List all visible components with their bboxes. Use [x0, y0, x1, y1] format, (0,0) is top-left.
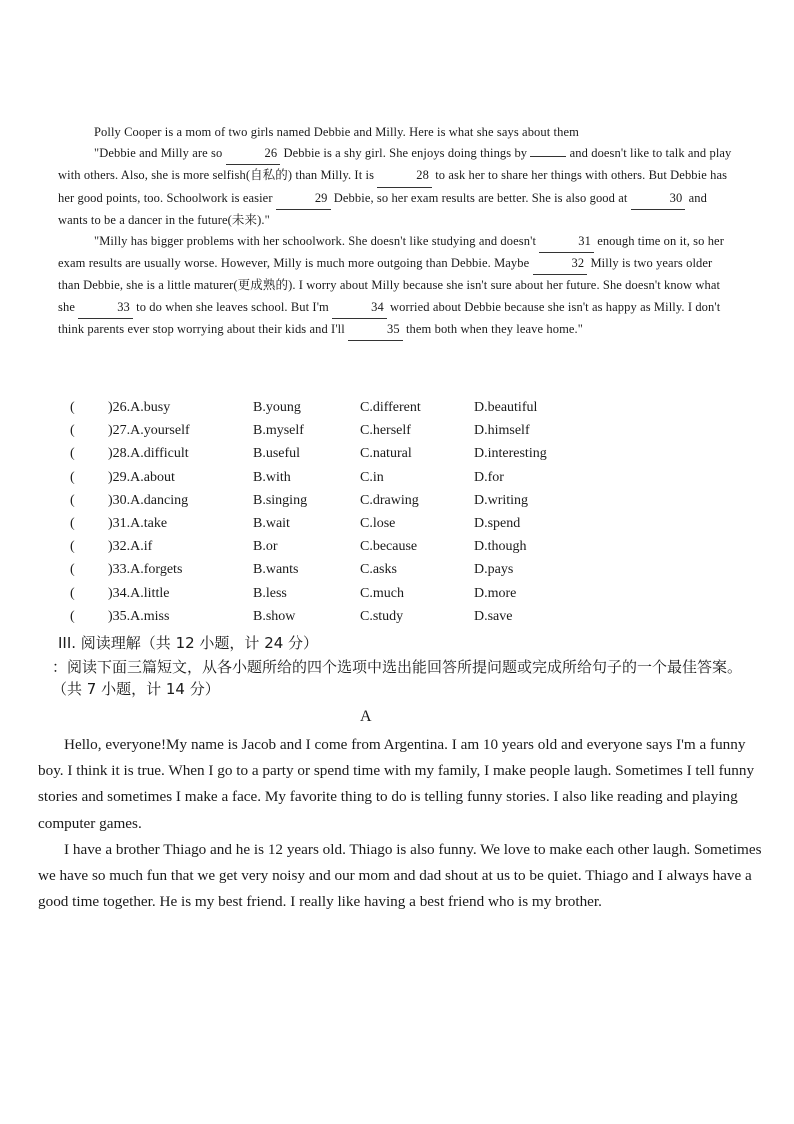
- answer-bracket[interactable]: (: [70, 562, 75, 578]
- answer-bracket[interactable]: (: [70, 539, 75, 555]
- blank-31[interactable]: 31: [539, 231, 594, 253]
- option-a[interactable]: )33.A.forgets: [108, 562, 183, 578]
- blank-27[interactable]: [530, 156, 566, 157]
- option-list: [70, 400, 670, 632]
- option-c[interactable]: C.much: [360, 585, 404, 601]
- answer-bracket[interactable]: (: [70, 492, 75, 508]
- option-b[interactable]: B.myself: [253, 423, 304, 439]
- cloze-passage: [58, 122, 736, 341]
- option-row-31: [70, 516, 670, 539]
- answer-bracket[interactable]: (: [70, 585, 75, 601]
- text-segment: Debbie, so her exam results are better. She is also good at: [333, 190, 628, 205]
- blank-35[interactable]: 35: [348, 319, 403, 341]
- option-c[interactable]: C.in: [360, 469, 384, 485]
- option-d[interactable]: D.more: [474, 585, 517, 601]
- cloze-paragraph-1: [58, 143, 736, 231]
- option-c[interactable]: C.asks: [360, 562, 397, 578]
- option-a[interactable]: )29.A.about: [108, 469, 175, 485]
- option-b[interactable]: B.with: [253, 469, 291, 485]
- passage-label: A: [360, 708, 372, 725]
- option-d[interactable]: D.beautiful: [474, 400, 538, 415]
- option-row-34: [70, 586, 670, 609]
- option-b[interactable]: B.singing: [253, 492, 308, 508]
- option-row-33: [70, 562, 670, 585]
- option-row-27: [70, 423, 670, 446]
- option-c[interactable]: C.herself: [360, 423, 411, 439]
- option-d[interactable]: D.interesting: [474, 446, 547, 462]
- option-b[interactable]: B.useful: [253, 446, 301, 462]
- option-d[interactable]: D.for: [474, 469, 504, 485]
- text-segment: worried about Debbie because she isn't as happy as Milly. I don't think parents ever stop worrying about their kids and I'll: [58, 299, 721, 336]
- blank-33[interactable]: 33: [78, 297, 133, 319]
- option-row-28: [70, 446, 670, 469]
- answer-bracket[interactable]: (: [70, 423, 75, 439]
- option-a[interactable]: )30.A.dancing: [108, 492, 189, 508]
- option-a[interactable]: )35.A.miss: [108, 608, 170, 624]
- option-c[interactable]: C.lose: [360, 515, 396, 531]
- section-heading: III. 阅读理解（共 12 小题，计 24 分）: [58, 634, 319, 652]
- answer-bracket[interactable]: (: [70, 515, 75, 531]
- text-segment: "Milly has bigger problems with her schoolwork. She doesn't like studying and doesn't: [94, 234, 537, 249]
- option-row-35: [70, 609, 670, 632]
- answer-bracket[interactable]: (: [70, 400, 75, 415]
- blank-26[interactable]: 26: [226, 143, 281, 165]
- option-b[interactable]: B.less: [253, 585, 287, 601]
- option-d[interactable]: D.save: [474, 608, 513, 624]
- option-d[interactable]: D.pays: [474, 562, 514, 578]
- cloze-paragraph-2: [58, 231, 736, 341]
- option-b[interactable]: B.or: [253, 539, 278, 555]
- option-a[interactable]: )31.A.take: [108, 515, 168, 531]
- passage-paragraph: I have a brother Thiago and he is 12 years old. Thiago is also funny. We love to make each other laugh. Sometimes we have so much fun that we get very noisy and our mom and dad shout at us to be quiet. Thiago and I always have a good time together. He is my best friend. I really like having a best friend who is my brother.: [38, 840, 762, 911]
- blank-30[interactable]: 30: [631, 188, 686, 210]
- option-b[interactable]: B.show: [253, 608, 296, 624]
- option-a[interactable]: )26.A.busy: [108, 400, 171, 415]
- option-d[interactable]: D.himself: [474, 423, 530, 439]
- option-b[interactable]: B.young: [253, 400, 301, 415]
- option-c[interactable]: C.natural: [360, 446, 412, 462]
- passage-paragraph: Hello, everyone!My name is Jacob and I come from Argentina. I am 10 years old and everyone says I'm a funny boy. I think it is true. When I go to a party or spend time with my family, I make people laugh. Sometimes I tell funny stories and sometimes I make a face. My favorite thing to do is telling funny stories. I also like reading and playing computer games.: [38, 736, 755, 832]
- option-a[interactable]: )28.A.difficult: [108, 446, 189, 462]
- option-a[interactable]: )34.A.little: [108, 585, 170, 601]
- section-instruction: ：阅读下面三篇短文，从各小题所给的四个选项中选出能回答所提问题或完成所给句子的一个最佳答案。（共 7 小题，计 14 分）: [52, 658, 743, 698]
- option-row-32: [70, 539, 670, 562]
- option-row-26: [70, 400, 670, 423]
- reading-passage-a: [38, 732, 764, 915]
- option-b[interactable]: B.wait: [253, 515, 290, 531]
- option-c[interactable]: C.study: [360, 608, 404, 624]
- option-b[interactable]: B.wants: [253, 562, 299, 578]
- option-c[interactable]: C.drawing: [360, 492, 419, 508]
- option-d[interactable]: D.spend: [474, 515, 521, 531]
- text-segment: them both when they leave home.": [405, 321, 583, 336]
- blank-34[interactable]: 34: [332, 297, 387, 319]
- text-segment: to ask her to share her things with others. But Debbie has her good points, too. Schoolwork is easier: [58, 168, 728, 205]
- option-d[interactable]: D.though: [474, 539, 527, 555]
- option-c[interactable]: C.different: [360, 400, 421, 415]
- text-segment: and wants to be a dancer in the future(未来).": [58, 190, 707, 227]
- option-a[interactable]: )32.A.if: [108, 539, 153, 555]
- cloze-intro: Polly Cooper is a mom of two girls named Debbie and Milly. Here is what she says about them: [94, 125, 579, 139]
- blank-29[interactable]: 29: [276, 188, 331, 210]
- answer-bracket[interactable]: (: [70, 446, 75, 462]
- blank-28[interactable]: 28: [377, 165, 432, 187]
- option-c[interactable]: C.because: [360, 539, 418, 555]
- option-a[interactable]: )27.A.yourself: [108, 423, 190, 439]
- text-segment: enough time on it, so her exam results are usually worse. However, Milly is much more outgoing than Debbie. Maybe: [58, 234, 724, 271]
- text-segment: "Debbie and Milly are so: [94, 146, 223, 161]
- option-row-30: [70, 493, 670, 516]
- text-segment: Debbie is a shy girl. She enjoys doing things by: [283, 146, 528, 161]
- blank-32[interactable]: 32: [533, 253, 588, 275]
- answer-bracket[interactable]: (: [70, 469, 75, 485]
- text-segment: to do when she leaves school. But I'm: [136, 299, 329, 314]
- option-row-29: [70, 470, 670, 493]
- option-d[interactable]: D.writing: [474, 492, 529, 508]
- text-segment: Milly is two years older than Debbie, she is a little maturer(更成熟的). I worry about Milly because she isn't sure about her future. She doesn't know what she: [58, 256, 721, 314]
- answer-bracket[interactable]: (: [70, 608, 75, 624]
- text-segment: and doesn't like to talk and play with others. Also, she is more selfish(自私的) than Milly. It is: [58, 146, 732, 183]
